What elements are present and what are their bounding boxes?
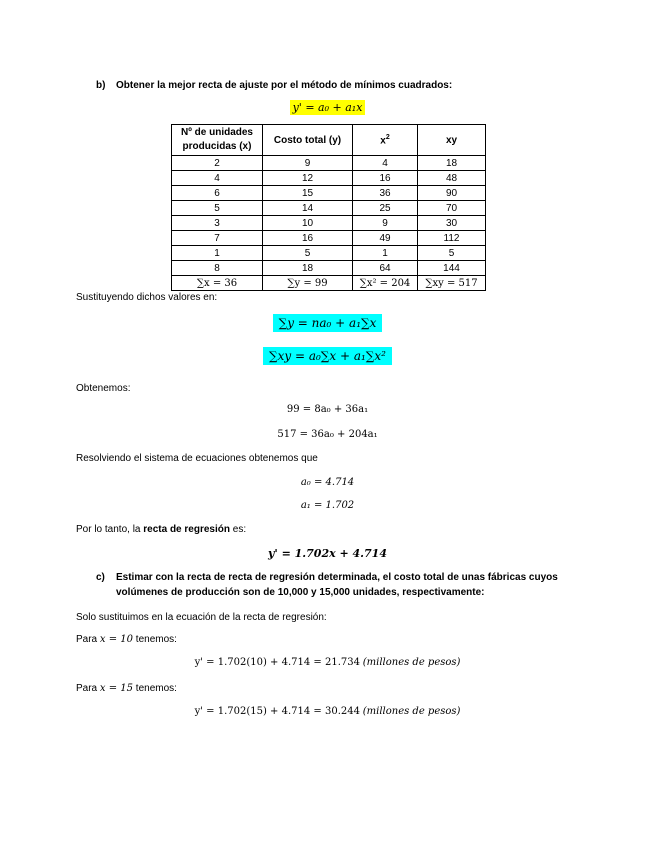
sum-y: ∑y = 99 bbox=[263, 276, 353, 291]
table-cell: 25 bbox=[353, 201, 418, 216]
table-cell: 48 bbox=[418, 171, 486, 186]
normal-equation-2: ∑xy = a₀∑x + a₁∑x² bbox=[263, 347, 392, 365]
table-row bbox=[172, 186, 486, 201]
obtain-text: Obtenemos: bbox=[76, 383, 131, 394]
table-cell: 30 bbox=[418, 216, 486, 231]
for-x10-pre: Para bbox=[76, 634, 100, 645]
therefore-post: es: bbox=[229, 524, 247, 535]
normal-eq1-row bbox=[0, 314, 655, 332]
substitute-text: Sustituyendo dichos valores en: bbox=[76, 292, 218, 303]
only-substitute-text: Solo sustituimos en la ecuación de la recta de regresión: bbox=[76, 612, 327, 623]
table-cell: 49 bbox=[353, 231, 418, 246]
table-row bbox=[172, 201, 486, 216]
part-c-label: c) bbox=[96, 572, 105, 583]
table-cell: 16 bbox=[263, 231, 353, 246]
system-eq-1: 99 = 8a₀ + 36a₁ bbox=[286, 404, 369, 415]
table-cell: 70 bbox=[418, 201, 486, 216]
calc-x15: y' = 1.702(15) + 4.714 = 30.244 bbox=[194, 706, 360, 717]
table-row bbox=[172, 216, 486, 231]
for-x15-x: x = 15 bbox=[99, 683, 134, 694]
part-b-heading: Obtener la mejor recta de ajuste por el método de mínimos cuadrados: bbox=[116, 80, 453, 91]
table-cell: 5 bbox=[263, 246, 353, 261]
table-cell: 2 bbox=[172, 156, 263, 171]
header-y: Costo total (y) bbox=[263, 125, 353, 156]
a1-value: a₁ = 1.702 bbox=[300, 500, 355, 511]
normal-eq2-row bbox=[0, 347, 655, 365]
unit-x15: (millones de pesos) bbox=[362, 706, 461, 717]
table-cell: 6 bbox=[172, 186, 263, 201]
for-x10-x: x = 10 bbox=[99, 634, 134, 645]
table-cell: 1 bbox=[172, 246, 263, 261]
for-x15-post: tenemos: bbox=[133, 683, 177, 694]
for-x10-text bbox=[76, 634, 177, 645]
header-x2: $x^2$ bbox=[353, 125, 418, 156]
calc-x15-row bbox=[0, 706, 655, 717]
sum-xy: ∑xy = 517 bbox=[418, 276, 486, 291]
table-row bbox=[172, 231, 486, 246]
calc-x10-row bbox=[0, 657, 655, 668]
table-cell: 4 bbox=[172, 171, 263, 186]
model-equation: y' = a₀ + a₁x bbox=[290, 100, 366, 115]
data-table bbox=[171, 124, 486, 291]
header-xy: xy bbox=[418, 125, 486, 156]
table-cell: 18 bbox=[418, 156, 486, 171]
table-cell: 1 bbox=[353, 246, 418, 261]
table-row bbox=[172, 171, 486, 186]
sum-x: ∑x = 36 bbox=[172, 276, 263, 291]
calc-x10: y' = 1.702(10) + 4.714 = 21.734 bbox=[194, 657, 360, 668]
table-cell: 36 bbox=[353, 186, 418, 201]
table-cell: 5 bbox=[172, 201, 263, 216]
table-cell: 10 bbox=[263, 216, 353, 231]
table-row bbox=[172, 156, 486, 171]
table-header-row bbox=[172, 125, 486, 156]
table-cell: 144 bbox=[418, 261, 486, 276]
for-x10-post: tenemos: bbox=[133, 634, 177, 645]
part-b-label: b) bbox=[96, 80, 106, 91]
table-cell: 14 bbox=[263, 201, 353, 216]
table-cell: 16 bbox=[353, 171, 418, 186]
model-equation-row bbox=[0, 101, 655, 114]
table-cell: 15 bbox=[263, 186, 353, 201]
solving-text: Resolviendo el sistema de ecuaciones obtenemos que bbox=[76, 453, 318, 464]
table-cell: 64 bbox=[353, 261, 418, 276]
system-eq-2: 517 = 36a₀ + 204a₁ bbox=[277, 429, 378, 440]
table-cell: 5 bbox=[418, 246, 486, 261]
therefore-bold: recta de regresión bbox=[143, 524, 230, 535]
sums-row bbox=[172, 276, 486, 291]
table-cell: 9 bbox=[263, 156, 353, 171]
table-cell: 12 bbox=[263, 171, 353, 186]
unit-x10: (millones de pesos) bbox=[362, 657, 461, 668]
a0-value: a₀ = 4.714 bbox=[300, 477, 355, 488]
therefore-pre: Por lo tanto, la bbox=[76, 524, 144, 535]
table-cell: 90 bbox=[418, 186, 486, 201]
regression-equation: y' = 1.702x + 4.714 bbox=[268, 547, 387, 560]
table-cell: 9 bbox=[353, 216, 418, 231]
table-cell: 18 bbox=[263, 261, 353, 276]
sum-x2: ∑x² = 204 bbox=[353, 276, 418, 291]
part-c-line1: Estimar con la recta de recta de regresión determinada, el costo total de unas fábricas cuyos bbox=[116, 572, 558, 583]
table-row bbox=[172, 261, 486, 276]
for-x15-pre: Para bbox=[76, 683, 100, 694]
table-cell: 8 bbox=[172, 261, 263, 276]
header-x: Nº de unidades producidas (x) bbox=[172, 125, 263, 156]
table-cell: 3 bbox=[172, 216, 263, 231]
therefore-text bbox=[76, 524, 246, 535]
for-x15-text bbox=[76, 683, 177, 694]
table-row bbox=[172, 246, 486, 261]
part-c-line2: volúmenes de producción son de 10,000 y 15,000 unidades, respectivamente: bbox=[116, 587, 485, 598]
table-cell: 7 bbox=[172, 231, 263, 246]
normal-equation-1: ∑y = na₀ + a₁∑x bbox=[273, 314, 383, 332]
table-cell: 4 bbox=[353, 156, 418, 171]
table-cell: 112 bbox=[418, 231, 486, 246]
